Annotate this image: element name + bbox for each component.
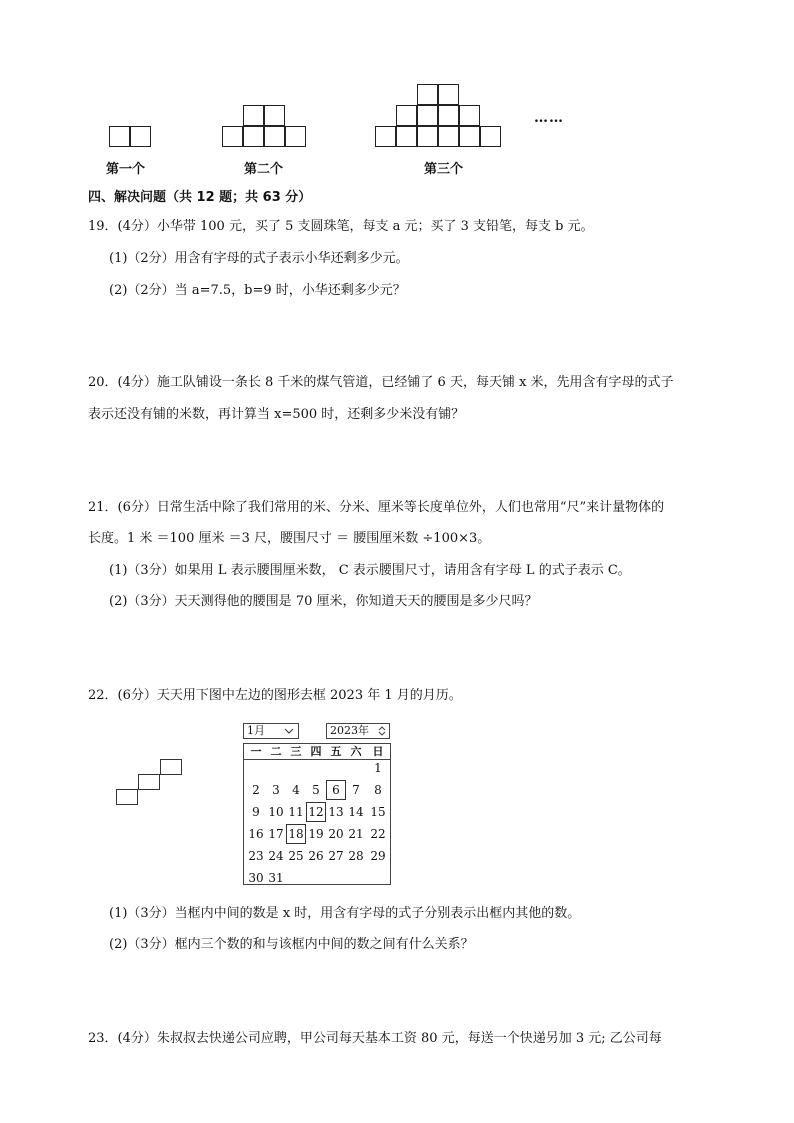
- weekday: 四: [310, 745, 322, 758]
- q21-part-1: (1)（3分）如果用 L 表示腰围厘米数， C 表示腰围尺寸，请用含有字母 L 的式子表示 C。: [109, 563, 631, 578]
- shape-square: [160, 759, 182, 775]
- stepper-icon: [378, 724, 386, 742]
- square: [417, 126, 438, 147]
- square: [243, 126, 264, 147]
- section-title: 四、解决问题（共 12 题；共 63 分）: [88, 190, 312, 205]
- square: [438, 126, 459, 147]
- ellipsis: ……: [534, 110, 564, 126]
- square: [264, 126, 285, 147]
- q19-part-1: (1)（2分）用含有字母的式子表示小华还剩多少元。: [109, 251, 409, 266]
- calendar-day[interactable]: 4: [292, 783, 300, 797]
- square: [438, 105, 459, 126]
- calendar-day[interactable]: 3: [272, 783, 280, 797]
- month-select-value: 1月: [247, 724, 265, 737]
- square: [417, 84, 438, 105]
- calendar-day[interactable]: 21: [348, 827, 364, 841]
- pattern-1-label: 第一个: [106, 162, 146, 177]
- square: [417, 105, 438, 126]
- calendar-day[interactable]: 15: [370, 805, 386, 819]
- calendar-day[interactable]: 31: [268, 871, 284, 885]
- shape-square: [138, 774, 160, 790]
- q23-line-1: 23．(4分）朱叔叔去快递公司应聘，甲公司每天基本工资 80 元，每送一个快递另加 3 元; 乙公司每: [88, 1031, 662, 1046]
- square: [109, 126, 130, 147]
- chevron-down-icon: [284, 724, 294, 742]
- pattern-3-label: 第三个: [424, 162, 464, 177]
- square: [459, 126, 480, 147]
- calendar-day[interactable]: 17: [268, 827, 284, 841]
- calendar-grid: [243, 743, 391, 885]
- square: [459, 105, 480, 126]
- calendar-day[interactable]: 8: [374, 783, 382, 797]
- square: [264, 105, 285, 126]
- calendar-day-framed[interactable]: 12: [306, 802, 326, 822]
- square: [130, 126, 151, 147]
- square: [375, 126, 396, 147]
- q20-line-1: 20．(4分）施工队铺设一条长 8 千米的煤气管道，已经铺了 6 天，每天铺 x 米，先用含有字母的式子: [88, 375, 674, 390]
- q22-part-2: (2)（3分）框内三个数的和与该框内中间的数之间有什么关系？: [109, 937, 474, 952]
- calendar-day[interactable]: 26: [308, 849, 324, 863]
- square: [396, 126, 417, 147]
- square: [438, 84, 459, 105]
- q22-stem: 22．(6分）天天用下图中左边的图形去框 2023 年 1 月的月历。: [88, 688, 462, 703]
- square: [480, 126, 501, 147]
- q22-part-1: (1)（3分）当框内中间的数是 x 时，用含有字母的式子分别表示出框内其他的数。: [109, 906, 581, 921]
- weekday: 一: [250, 745, 262, 758]
- calendar-day[interactable]: 23: [248, 849, 264, 863]
- q21-line-2: 长度。1 米 ＝100 厘米 ＝3 尺，腰围尺寸 ＝ 腰围厘米数 ÷100×3。: [88, 531, 491, 546]
- calendar-day[interactable]: 28: [348, 849, 364, 863]
- calendar-day[interactable]: 22: [370, 827, 386, 841]
- calendar-day[interactable]: 5: [312, 783, 320, 797]
- weekday: 三: [290, 745, 302, 758]
- calendar-day[interactable]: 9: [252, 805, 260, 819]
- calendar-day[interactable]: 2: [252, 783, 260, 797]
- calendar-day[interactable]: 24: [268, 849, 284, 863]
- calendar-day[interactable]: 10: [268, 805, 284, 819]
- q20-line-2: 表示还没有铺的米数，再计算当 x=500 时，还剩多少米没有铺？: [88, 407, 465, 422]
- year-select[interactable]: [326, 723, 390, 739]
- calendar-day[interactable]: 27: [328, 849, 344, 863]
- square: [396, 105, 417, 126]
- square: [243, 105, 264, 126]
- weekday: 五: [330, 745, 342, 758]
- calendar-day[interactable]: 1: [374, 761, 382, 775]
- shape-square: [116, 789, 138, 805]
- calendar-day[interactable]: 11: [288, 805, 304, 819]
- weekday: 二: [270, 745, 282, 758]
- weekday: 六: [350, 745, 362, 758]
- calendar-day[interactable]: 13: [328, 805, 344, 819]
- calendar-day-framed[interactable]: 18: [286, 824, 306, 844]
- calendar-day-framed[interactable]: 6: [326, 780, 346, 800]
- q19-part-2: (2)（2分）当 a=7.5，b=9 时，小华还剩多少元？: [109, 283, 406, 298]
- calendar-day[interactable]: 19: [308, 827, 324, 841]
- weekday: 日: [372, 745, 384, 758]
- q21-line-1: 21．(6分）日常生活中除了我们常用的米、分米、厘米等长度单位外，人们也常用“尺”来计量物体的: [88, 500, 665, 515]
- square: [285, 126, 306, 147]
- q19-stem: 19．(4分）小华带 100 元，买了 5 支圆珠笔，每支 a 元；买了 3 支铅笔，每支 b 元。: [88, 219, 594, 234]
- q21-part-2: (2)（3分）天天测得他的腰围是 70 厘米，你知道天天的腰围是多少尺吗？: [109, 594, 538, 609]
- month-select[interactable]: [243, 723, 299, 739]
- calendar-day[interactable]: 16: [248, 827, 264, 841]
- calendar-day[interactable]: 25: [288, 849, 304, 863]
- year-select-value: 2023年: [330, 724, 369, 737]
- calendar-day[interactable]: 14: [348, 805, 364, 819]
- calendar-day[interactable]: 20: [328, 827, 344, 841]
- pattern-2-label: 第二个: [244, 162, 284, 177]
- calendar-day[interactable]: 30: [248, 871, 264, 885]
- calendar-day[interactable]: 29: [370, 849, 386, 863]
- square: [222, 126, 243, 147]
- calendar-day[interactable]: 7: [352, 783, 360, 797]
